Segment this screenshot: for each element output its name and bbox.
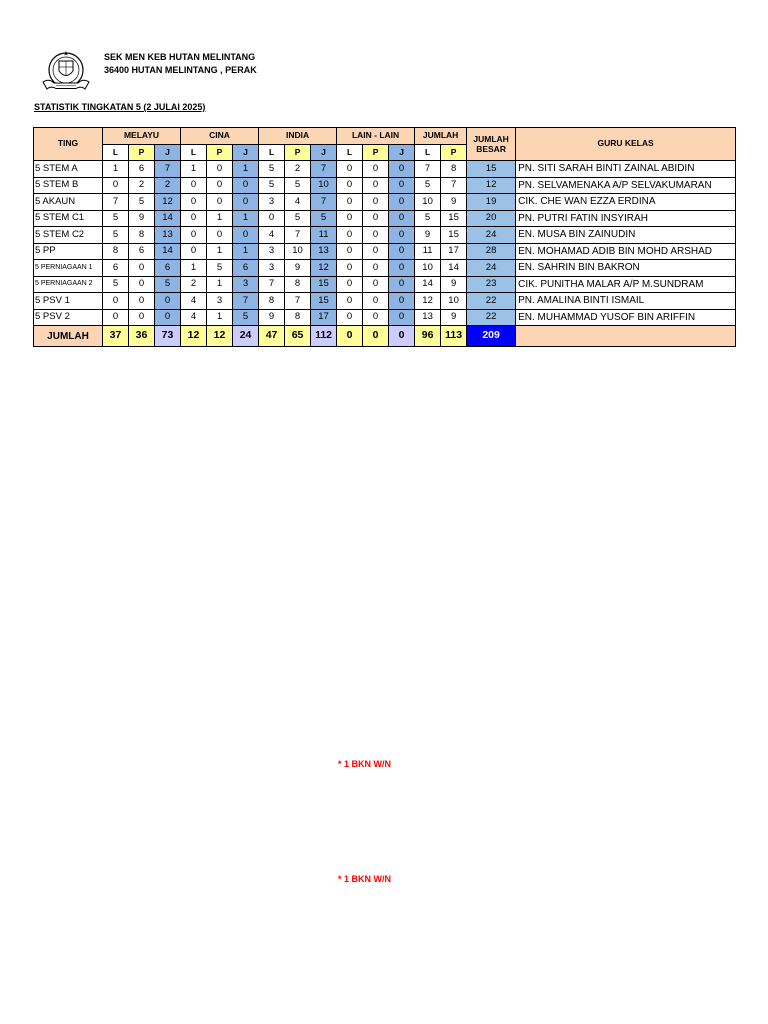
jumlah-besar-cell: 24 — [467, 260, 516, 277]
header-melayu-p: P — [129, 145, 155, 161]
jumlah-besar-cell: 20 — [467, 210, 516, 227]
total-lain-lain-j-cell: 0 — [389, 326, 415, 347]
cina-p-cell: 1 — [207, 210, 233, 227]
header-melayu: MELAYU — [103, 128, 181, 145]
melayu-l-cell: 0 — [103, 293, 129, 310]
jumlah-besar-cell: 22 — [467, 309, 516, 326]
melayu-j-cell: 6 — [155, 260, 181, 277]
cina-j-cell: 3 — [233, 276, 259, 293]
india-j-cell: 15 — [311, 276, 337, 293]
lain-lain-p-cell: 0 — [363, 227, 389, 244]
jumlah-p-cell: 10 — [441, 293, 467, 310]
table-row — [34, 227, 736, 244]
melayu-l-cell: 7 — [103, 194, 129, 211]
melayu-j-cell: 12 — [155, 194, 181, 211]
lain-lain-l-cell: 0 — [337, 276, 363, 293]
india-l-cell: 9 — [259, 309, 285, 326]
india-l-cell: 3 — [259, 243, 285, 260]
melayu-j-cell: 5 — [155, 276, 181, 293]
lain-lain-p-cell: 0 — [363, 293, 389, 310]
cina-p-cell: 0 — [207, 227, 233, 244]
melayu-l-cell: 0 — [103, 177, 129, 194]
school-name: SEK MEN KEB HUTAN MELINTANG — [104, 52, 256, 62]
header-guru-kelas: GURU KELAS — [516, 128, 736, 161]
jumlah-l-cell: 14 — [415, 276, 441, 293]
jumlah-p-cell: 14 — [441, 260, 467, 277]
melayu-p-cell: 5 — [129, 194, 155, 211]
india-p-cell: 4 — [285, 194, 311, 211]
header-india-l: L — [259, 145, 285, 161]
total-india-p-cell: 65 — [285, 326, 311, 347]
lain-lain-j-cell: 0 — [389, 260, 415, 277]
lain-lain-p-cell: 0 — [363, 243, 389, 260]
jumlah-l-cell: 11 — [415, 243, 441, 260]
jumlah-l-cell: 5 — [415, 177, 441, 194]
lain-lain-j-cell: 0 — [389, 161, 415, 178]
guru-kelas-cell: EN. MUSA BIN ZAINUDIN — [516, 227, 736, 244]
jumlah-p-cell: 7 — [441, 177, 467, 194]
india-j-cell: 13 — [311, 243, 337, 260]
total-guru-kelas-cell — [516, 326, 736, 347]
lain-lain-l-cell: 0 — [337, 194, 363, 211]
jumlah-besar-cell: 12 — [467, 177, 516, 194]
melayu-j-cell: 14 — [155, 243, 181, 260]
jumlah-p-cell: 9 — [441, 194, 467, 211]
jumlah-p-cell: 9 — [441, 309, 467, 326]
table-row — [34, 309, 736, 326]
lain-lain-j-cell: 0 — [389, 210, 415, 227]
school-address: 36400 HUTAN MELINTANG , PERAK — [104, 65, 257, 75]
jumlah-l-cell: 13 — [415, 309, 441, 326]
india-p-cell: 7 — [285, 293, 311, 310]
melayu-l-cell: 5 — [103, 210, 129, 227]
grand-total-cell: 209 — [467, 326, 516, 347]
cina-l-cell: 1 — [181, 161, 207, 178]
total-label: JUMLAH — [34, 326, 103, 347]
jumlah-besar-cell: 24 — [467, 227, 516, 244]
guru-kelas-cell: PN. PUTRI FATIN INSYIRAH — [516, 210, 736, 227]
class-name-cell: 5 PERNIAGAAN 2 — [34, 276, 103, 293]
lain-lain-p-cell: 0 — [363, 161, 389, 178]
header-india-p: P — [285, 145, 311, 161]
jumlah-l-cell: 10 — [415, 260, 441, 277]
statistics-table — [33, 127, 736, 347]
guru-kelas-cell: PN. SITI SARAH BINTI ZAINAL ABIDIN — [516, 161, 736, 178]
india-l-cell: 5 — [259, 177, 285, 194]
india-j-cell: 7 — [311, 161, 337, 178]
footnote: * 1 BKN W/N — [338, 874, 392, 884]
lain-lain-j-cell: 0 — [389, 227, 415, 244]
india-j-cell: 11 — [311, 227, 337, 244]
table-row — [34, 276, 736, 293]
jumlah-p-cell: 15 — [441, 227, 467, 244]
header-lain-lain-p: P — [363, 145, 389, 161]
jumlah-besar-cell: 28 — [467, 243, 516, 260]
melayu-j-cell: 0 — [155, 293, 181, 310]
jumlah-besar-cell: 19 — [467, 194, 516, 211]
melayu-p-cell: 6 — [129, 243, 155, 260]
india-j-cell: 12 — [311, 260, 337, 277]
lain-lain-l-cell: 0 — [337, 293, 363, 310]
header-cina-p: P — [207, 145, 233, 161]
total-jumlah-l-cell: 96 — [415, 326, 441, 347]
class-name-cell: 5 STEM C2 — [34, 227, 103, 244]
cina-p-cell: 3 — [207, 293, 233, 310]
melayu-j-cell: 2 — [155, 177, 181, 194]
lain-lain-l-cell: 0 — [337, 309, 363, 326]
guru-kelas-cell: CIK. CHE WAN EZZA ERDINA — [516, 194, 736, 211]
india-l-cell: 8 — [259, 293, 285, 310]
melayu-j-cell: 13 — [155, 227, 181, 244]
class-name-cell: 5 STEM A — [34, 161, 103, 178]
cina-j-cell: 0 — [233, 227, 259, 244]
melayu-l-cell: 6 — [103, 260, 129, 277]
class-name-cell: 5 PP — [34, 243, 103, 260]
header-cina: CINA — [181, 128, 259, 145]
table-body — [34, 161, 736, 347]
total-cina-p-cell: 12 — [207, 326, 233, 347]
india-j-cell: 17 — [311, 309, 337, 326]
guru-kelas-cell: EN. SAHRIN BIN BAKRON — [516, 260, 736, 277]
india-p-cell: 8 — [285, 276, 311, 293]
india-l-cell: 3 — [259, 260, 285, 277]
header-jumlah-l: L — [415, 145, 441, 161]
jumlah-l-cell: 5 — [415, 210, 441, 227]
cina-j-cell: 1 — [233, 210, 259, 227]
jumlah-p-cell: 9 — [441, 276, 467, 293]
lain-lain-j-cell: 0 — [389, 309, 415, 326]
cina-j-cell: 1 — [233, 243, 259, 260]
cina-p-cell: 0 — [207, 177, 233, 194]
class-name-cell: 5 PSV 2 — [34, 309, 103, 326]
header-cina-j: J — [233, 145, 259, 161]
india-p-cell: 9 — [285, 260, 311, 277]
india-j-cell: 10 — [311, 177, 337, 194]
cina-j-cell: 1 — [233, 161, 259, 178]
india-p-cell: 8 — [285, 309, 311, 326]
header-jumlah-p: P — [441, 145, 467, 161]
jumlah-besar-cell: 15 — [467, 161, 516, 178]
india-p-cell: 5 — [285, 210, 311, 227]
class-name-cell: 5 AKAUN — [34, 194, 103, 211]
cina-l-cell: 0 — [181, 210, 207, 227]
footnote: * 1 BKN W/N — [338, 759, 392, 769]
cina-l-cell: 0 — [181, 227, 207, 244]
header-india: INDIA — [259, 128, 337, 145]
melayu-l-cell: 8 — [103, 243, 129, 260]
lain-lain-l-cell: 0 — [337, 227, 363, 244]
lain-lain-l-cell: 0 — [337, 243, 363, 260]
header-jumlah: JUMLAH — [415, 128, 467, 145]
melayu-l-cell: 1 — [103, 161, 129, 178]
jumlah-besar-cell: 22 — [467, 293, 516, 310]
lain-lain-j-cell: 0 — [389, 177, 415, 194]
cina-l-cell: 4 — [181, 309, 207, 326]
jumlah-p-cell: 8 — [441, 161, 467, 178]
lain-lain-j-cell: 0 — [389, 243, 415, 260]
cina-p-cell: 1 — [207, 309, 233, 326]
cina-p-cell: 0 — [207, 194, 233, 211]
lain-lain-p-cell: 0 — [363, 260, 389, 277]
melayu-l-cell: 5 — [103, 227, 129, 244]
guru-kelas-cell: EN. MUHAMMAD YUSOF BIN ARIFFIN — [516, 309, 736, 326]
lain-lain-p-cell: 0 — [363, 194, 389, 211]
melayu-p-cell: 0 — [129, 260, 155, 277]
lain-lain-j-cell: 0 — [389, 293, 415, 310]
lain-lain-j-cell: 0 — [389, 276, 415, 293]
total-lain-lain-l-cell: 0 — [337, 326, 363, 347]
lain-lain-p-cell: 0 — [363, 210, 389, 227]
cina-l-cell: 0 — [181, 243, 207, 260]
jumlah-p-cell: 17 — [441, 243, 467, 260]
cina-l-cell: 2 — [181, 276, 207, 293]
table-row — [34, 161, 736, 178]
india-l-cell: 4 — [259, 227, 285, 244]
jumlah-besar-cell: 23 — [467, 276, 516, 293]
jumlah-l-cell: 10 — [415, 194, 441, 211]
class-name-cell: 5 PERNIAGAAN 1 — [34, 260, 103, 277]
total-jumlah-p-cell: 113 — [441, 326, 467, 347]
cina-p-cell: 5 — [207, 260, 233, 277]
table-row — [34, 210, 736, 227]
melayu-j-cell: 7 — [155, 161, 181, 178]
cina-l-cell: 0 — [181, 194, 207, 211]
guru-kelas-cell: CIK. PUNITHA MALAR A/P M.SUNDRAM — [516, 276, 736, 293]
melayu-p-cell: 0 — [129, 309, 155, 326]
guru-kelas-cell: EN. MOHAMAD ADIB BIN MOHD ARSHAD — [516, 243, 736, 260]
class-name-cell: 5 STEM B — [34, 177, 103, 194]
melayu-l-cell: 5 — [103, 276, 129, 293]
melayu-j-cell: 0 — [155, 309, 181, 326]
cina-j-cell: 5 — [233, 309, 259, 326]
cina-l-cell: 1 — [181, 260, 207, 277]
cina-p-cell: 0 — [207, 161, 233, 178]
cina-j-cell: 6 — [233, 260, 259, 277]
melayu-p-cell: 0 — [129, 276, 155, 293]
india-l-cell: 0 — [259, 210, 285, 227]
page-title: STATISTIK TINGKATAN 5 (2 JULAI 2025) — [34, 102, 206, 112]
header-india-j: J — [311, 145, 337, 161]
lain-lain-p-cell: 0 — [363, 177, 389, 194]
total-melayu-p-cell: 36 — [129, 326, 155, 347]
total-india-j-cell: 112 — [311, 326, 337, 347]
melayu-l-cell: 0 — [103, 309, 129, 326]
table-row — [34, 293, 736, 310]
lain-lain-l-cell: 0 — [337, 177, 363, 194]
india-j-cell: 5 — [311, 210, 337, 227]
header-melayu-l: L — [103, 145, 129, 161]
guru-kelas-cell: PN. SELVAMENAKA A/P SELVAKUMARAN — [516, 177, 736, 194]
cina-j-cell: 0 — [233, 194, 259, 211]
school-crest-icon — [40, 49, 92, 95]
india-l-cell: 7 — [259, 276, 285, 293]
jumlah-l-cell: 9 — [415, 227, 441, 244]
melayu-j-cell: 14 — [155, 210, 181, 227]
lain-lain-j-cell: 0 — [389, 194, 415, 211]
cina-l-cell: 0 — [181, 177, 207, 194]
total-cina-l-cell: 12 — [181, 326, 207, 347]
total-melayu-l-cell: 37 — [103, 326, 129, 347]
cina-l-cell: 4 — [181, 293, 207, 310]
lain-lain-p-cell: 0 — [363, 309, 389, 326]
header-ting: TING — [34, 128, 103, 161]
melayu-p-cell: 0 — [129, 293, 155, 310]
total-row — [34, 326, 736, 347]
header-cina-l: L — [181, 145, 207, 161]
header-jumlah-besar: JUMLAH BESAR — [467, 128, 516, 161]
lain-lain-l-cell: 0 — [337, 260, 363, 277]
header-lain-lain-j: J — [389, 145, 415, 161]
india-p-cell: 10 — [285, 243, 311, 260]
india-p-cell: 7 — [285, 227, 311, 244]
lain-lain-l-cell: 0 — [337, 161, 363, 178]
total-lain-lain-p-cell: 0 — [363, 326, 389, 347]
india-p-cell: 5 — [285, 177, 311, 194]
melayu-p-cell: 2 — [129, 177, 155, 194]
total-cina-j-cell: 24 — [233, 326, 259, 347]
header-lain-lain: LAIN - LAIN — [337, 128, 415, 145]
lain-lain-l-cell: 0 — [337, 210, 363, 227]
cina-p-cell: 1 — [207, 243, 233, 260]
header-melayu-j: J — [155, 145, 181, 161]
melayu-p-cell: 6 — [129, 161, 155, 178]
india-l-cell: 5 — [259, 161, 285, 178]
cina-p-cell: 1 — [207, 276, 233, 293]
melayu-p-cell: 8 — [129, 227, 155, 244]
table-row — [34, 260, 736, 277]
india-l-cell: 3 — [259, 194, 285, 211]
jumlah-l-cell: 7 — [415, 161, 441, 178]
cina-j-cell: 0 — [233, 177, 259, 194]
header-row-groups — [34, 128, 736, 145]
india-j-cell: 7 — [311, 194, 337, 211]
lain-lain-p-cell: 0 — [363, 276, 389, 293]
cina-j-cell: 7 — [233, 293, 259, 310]
table-row — [34, 177, 736, 194]
class-name-cell: 5 STEM C1 — [34, 210, 103, 227]
india-j-cell: 15 — [311, 293, 337, 310]
india-p-cell: 2 — [285, 161, 311, 178]
melayu-p-cell: 9 — [129, 210, 155, 227]
table-row — [34, 243, 736, 260]
jumlah-l-cell: 12 — [415, 293, 441, 310]
header-lain-lain-l: L — [337, 145, 363, 161]
table-row — [34, 194, 736, 211]
total-india-l-cell: 47 — [259, 326, 285, 347]
school-header — [104, 51, 257, 77]
total-melayu-j-cell: 73 — [155, 326, 181, 347]
guru-kelas-cell: PN. AMALINA BINTI ISMAIL — [516, 293, 736, 310]
class-name-cell: 5 PSV 1 — [34, 293, 103, 310]
jumlah-p-cell: 15 — [441, 210, 467, 227]
